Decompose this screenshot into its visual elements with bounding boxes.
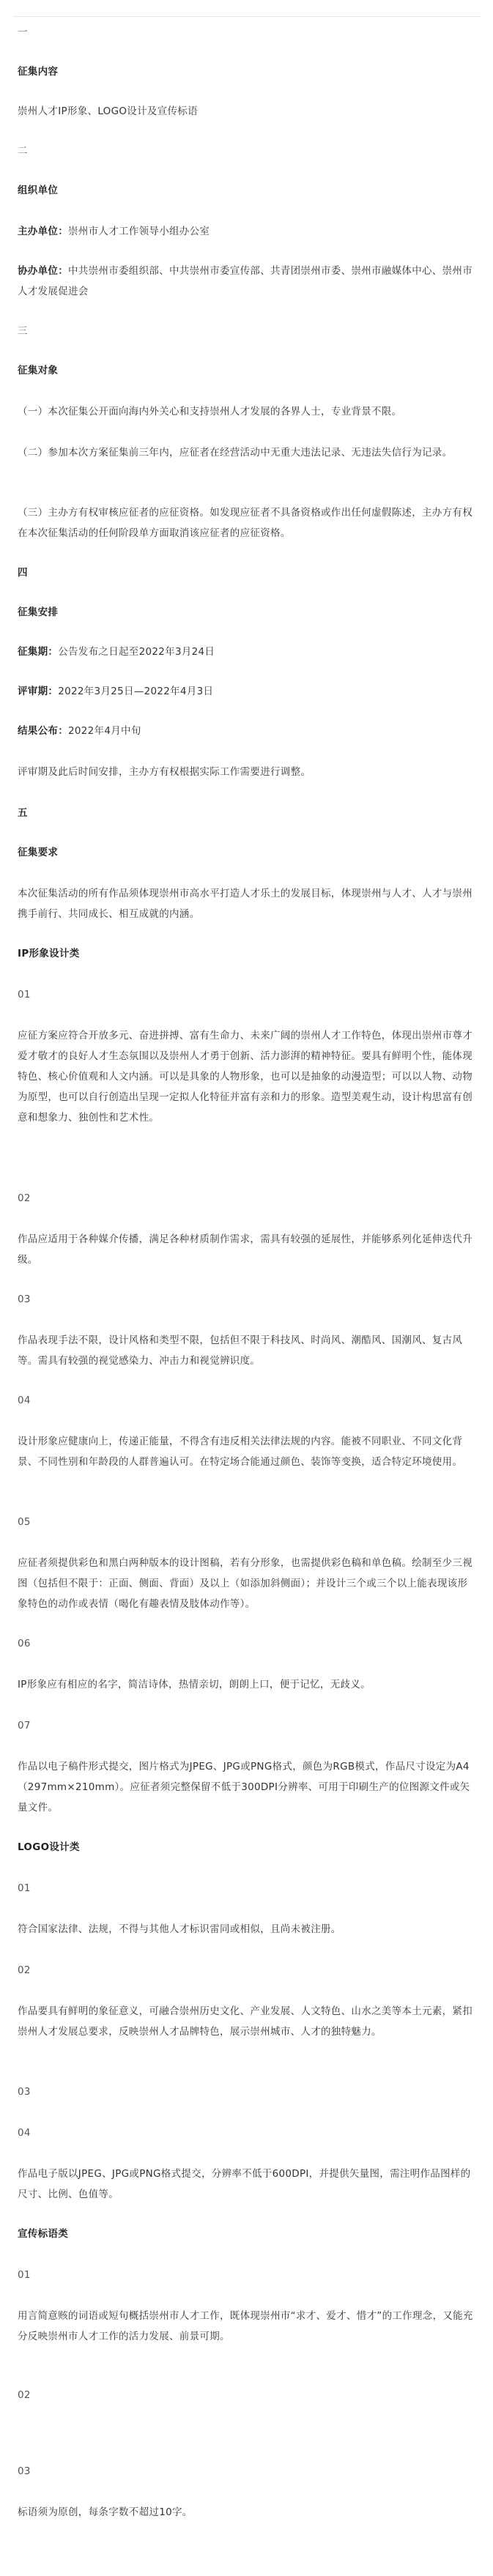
item-number: 02: [18, 1964, 31, 1976]
subsection-heading-logo: LOGO设计类: [18, 1841, 80, 1853]
paragraph: 作品表现手法不限，设计风格和类型不限，包括但不限于科技风、时尚风、潮酷风、国潮风、复古风等。需具有较强的视觉感染力、冲击力和视觉辨识度。: [18, 1335, 463, 1367]
paragraph: 符合国家法律、法规，不得与其他人才标识雷同或相似，且尚未被注册。: [18, 1923, 341, 1935]
top-divider: [13, 0, 480, 17]
section-number-2: 二: [18, 145, 28, 157]
item-number: 03: [18, 2086, 31, 2098]
paragraph: 崇州人才IP形象、LOGO设计及宣传标语: [18, 105, 198, 117]
value: 2022年4月中旬: [68, 725, 141, 737]
section-number-1: 一: [18, 26, 28, 38]
value: 崇州市人才工作领导小组办公室: [68, 226, 210, 237]
label: 征集期：: [18, 646, 59, 658]
item-number: 01: [18, 989, 31, 1001]
item-number: 05: [18, 1516, 31, 1528]
section-heading-schedule: 征集安排: [18, 606, 59, 618]
item-number: 03: [18, 2465, 31, 2477]
item-number: 06: [18, 1638, 31, 1649]
paragraph: （一）本次征集公开面向海内外关心和支持崇州人才发展的各界人士，专业背景不限。: [18, 406, 402, 417]
paragraph: （三）主办方有权审核应征者的应征资格。如发现应征者不具备资格或作出任何虚假陈述，主办方有权在本次征集活动的任何阶段单方面取消该应征者的应征资格。: [18, 507, 472, 539]
paragraph: 应征方案应符合开放多元、奋进拼搏、富有生命力、未来广阔的崇州人才工作特色，体现出崇州市尊才爱才敬才的良好人才生态氛围以及崇州人才勇于创新、活力澎湃的精神特征。要具有鲜明个性，能体现特色、核心价值观和人文内涵。可以是具象的人物形象，也可以是抽象的动漫造型；可以以人物、动物为原型，也可以自行创造出呈现一定拟人化特征并富有亲和力的形象。造型美观生动，设计构思富有创意和想象力、独创性和艺术性。: [18, 1030, 472, 1124]
value: 2022年3月25日—2022年4月3日: [58, 686, 214, 697]
paragraph: 评审期及此后时间安排，主办方有权根据实际工作需要进行调整。: [18, 766, 311, 778]
section-heading-content: 征集内容: [18, 66, 59, 78]
paragraph: 标语须为原创，每条字数不超过10字。: [18, 2506, 193, 2518]
labeled-line-collection-period: [18, 642, 475, 662]
section-heading-requirements: 征集要求: [18, 847, 59, 858]
subsection-heading-slogan: 宣传标语类: [18, 2228, 68, 2240]
section-heading-organizer: 组织单位: [18, 185, 59, 196]
paragraph: （二）参加本次方案征集前三年内，应征者在经营活动中无重大违法记录、无违法失信行为记录。: [18, 447, 453, 459]
item-number: 04: [18, 1395, 31, 1406]
paragraph: IP形象应有相应的名字，简洁诗体，热情亲切，朗朗上口，便于记忆，无歧义。: [18, 1679, 371, 1690]
value: 公告发布之日起至2022年3月24日: [58, 646, 215, 658]
paragraph: 本次征集活动的所有作品须体现崇州市高水平打造人才乐土的发展目标，体现崇州与人才、人才与崇州携手前行、共同成长、相互成就的内涵。: [18, 888, 472, 920]
section-number-3: 三: [18, 325, 28, 337]
section-heading-target: 征集对象: [18, 365, 59, 376]
paragraph: 作品电子版以JPEG、JPG或PNG格式提交，分辨率不低于600DPI，并提供矢量图，需注明作品图样的尺寸、比例、色值等。: [18, 2168, 471, 2200]
item-number: 04: [18, 2127, 31, 2139]
labeled-line-cohost: [18, 261, 475, 302]
item-number: 01: [18, 2269, 31, 2281]
labeled-line-result: [18, 721, 475, 741]
section-number-5: 五: [18, 807, 28, 819]
value: 中共崇州市委组织部、中共崇州市委宣传部、共青团崇州市委、崇州市融媒体中心、崇州市人才发展促进会: [18, 265, 472, 297]
label: 评审期：: [18, 686, 59, 697]
paragraph: 作品应适用于各种媒介传播，满足各种材质制作需求，需具有较强的延展性，并能够系列化延伸迭代升级。: [18, 1233, 472, 1266]
item-number: 07: [18, 1720, 31, 1731]
paragraph: 作品要具有鲜明的象征意义，可融合崇州历史文化、产业发展、人文特色、山水之美等本土元素，紧扣崇州人才发展总要求，反映崇州人才品牌特色，展示崇州城市、人才的独特魅力。: [18, 2005, 472, 2038]
paragraph: 用言简意赅的词语或短句概括崇州市人才工作，既体现崇州市“求才、爱才、惜才”的工作理念，又能充分反映崇州市人才工作的活力发展、前景可期。: [18, 2310, 473, 2342]
item-number: 02: [18, 2389, 31, 2401]
label: 主办单位：: [18, 226, 68, 237]
item-number: 02: [18, 1192, 31, 1204]
subsection-heading-ip: IP形象设计类: [18, 948, 80, 959]
labeled-line-review-period: [18, 681, 475, 702]
section-number-4: 四: [18, 567, 28, 579]
paragraph: 作品以电子稿件形式提交，图片格式为JPEG、JPG或PNG格式，颜色为RGB模式，作品尺寸设定为A4（297mm×210mm）。应征者须完整保留不低于300DPI分辨率、可用于印刷生产的位图源文件或矢量文件。: [18, 1761, 470, 1814]
label: 结果公布：: [18, 725, 68, 737]
paragraph: 应征者须提供彩色和黑白两种版本的设计图稿，若有分形象，也需提供彩色稿和单色稿。绘制至少三视图（包括但不限于：正面、侧面、背面）及以上（如添加斜侧面）；并设计三个或三个以上能表现该形象特色的动作或表情（喝化有趣表情及肢体动作等）。: [18, 1557, 472, 1610]
labeled-line-host: [18, 221, 475, 242]
item-number: 03: [18, 1293, 31, 1305]
item-number: 01: [18, 1882, 31, 1894]
paragraph: 设计形象应健康向上，传递正能量，不得含有违反相关法律法规的内容。能被不同职业、不同文化背景、不同性别和年龄段的人群普遍认可。在特定场合能通过颜色、装饰等变换，适合特定环境使用。: [18, 1436, 463, 1468]
label: 协办单位：: [18, 265, 68, 277]
